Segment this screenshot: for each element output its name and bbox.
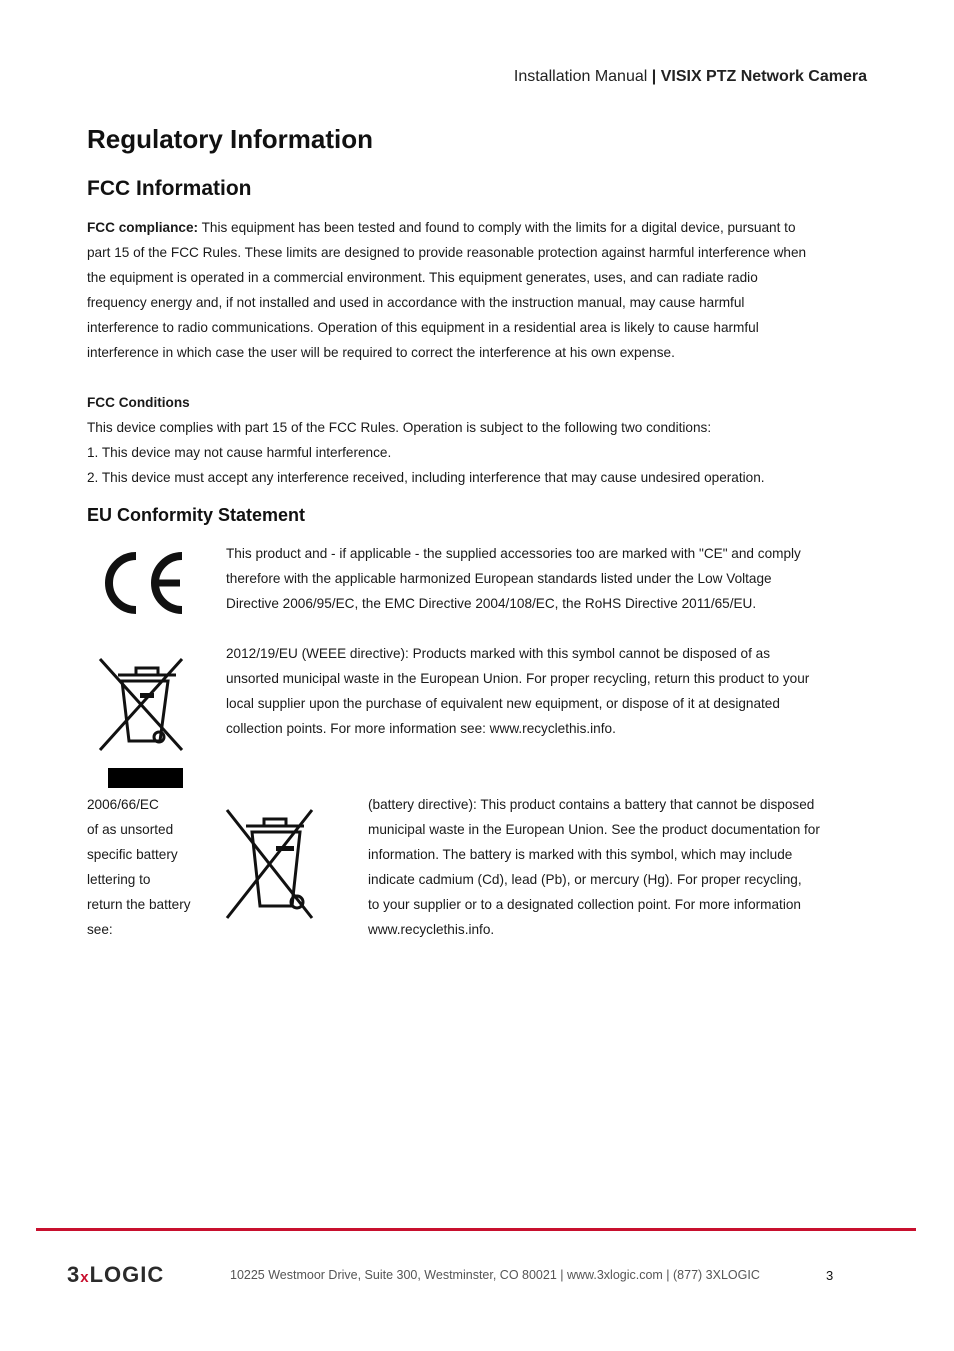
weee-line: unsorted municipal waste in the European Union. For proper recycling, return this product to your — [226, 671, 810, 686]
logo-x: x — [80, 1269, 90, 1286]
battery-left-line: see: — [87, 922, 113, 937]
battery-right-line: (battery directive): This product contains a battery that cannot be disposed — [368, 797, 815, 812]
page-title: Regulatory Information — [87, 124, 374, 154]
battery-right-line: to your supplier or to a designated collection point. For more information — [368, 897, 801, 912]
page-number: 3 — [826, 1268, 834, 1283]
battery-left-line: of as unsorted — [87, 822, 174, 837]
fcc-compliance-line: interference to radio communications. Operation of this equipment in a residential area is likely to cause harmful — [87, 320, 759, 335]
ce-line: therefore with the applicable harmonized European standards listed under the Low Voltage — [226, 571, 772, 586]
ce-line: Directive 2006/95/EC, the EMC Directive 2004/108/EC, the RoHS Directive 2011/65/EU. — [226, 596, 757, 611]
company-logo — [67, 1262, 164, 1288]
weee-line: collection points. For more information see: www.recyclethis.info. — [226, 721, 616, 736]
logo-prefix: 3 — [67, 1262, 81, 1287]
ce-mark-icon — [96, 550, 188, 616]
fcc-compliance-paragraph — [87, 215, 877, 365]
ce-statement — [226, 541, 886, 616]
fcc-condition-line: This device complies with part 15 of the FCC Rules. Operation is subject to the following two conditions: — [87, 420, 712, 435]
weee-line: 2012/19/EU (WEEE directive): Products marked with this symbol cannot be disposed of as — [226, 646, 771, 661]
battery-statement-left — [87, 792, 191, 942]
fcc-compliance-label: FCC compliance: — [87, 220, 199, 235]
header-product: VISIX PTZ Network Camera — [660, 68, 867, 85]
fcc-compliance-line: frequency energy and, if not installed and used in accordance with the instruction manual, may cause harmful — [87, 295, 745, 310]
battery-right-line: municipal waste in the European Union. See the product documentation for — [368, 822, 820, 837]
fcc-compliance-line: interference in which case the user will be required to correct the interference at his own expense. — [87, 345, 675, 360]
footer-divider — [36, 1228, 916, 1231]
eu-heading: EU Conformity Statement — [87, 505, 306, 525]
battery-left-line: specific battery — [87, 847, 178, 862]
battery-bin-icon — [224, 806, 316, 921]
fcc-compliance-line: This equipment has been tested and found to comply with the limits for a digital device, pursuant to — [198, 220, 796, 235]
ce-line: This product and - if applicable - the supplied accessories too are marked with "CE" and comply — [226, 546, 801, 561]
fcc-heading: FCC Information — [87, 177, 252, 200]
fcc-compliance-line: the equipment is operated in a commercial environment. This equipment generates, uses, and can radiate radio — [87, 270, 758, 285]
crossed-out-wheelie-bin-icon — [96, 655, 186, 790]
fcc-conditions-heading: FCC Conditions — [87, 395, 190, 410]
fcc-condition-line: 2. This device must accept any interference received, including interference that may cause undesired operation. — [87, 470, 765, 485]
fcc-conditions — [87, 390, 877, 490]
battery-left-line: 2006/66/EC — [87, 797, 159, 812]
fcc-condition-line: 1. This device may not cause harmful interference. — [87, 445, 392, 460]
battery-statement-right — [368, 792, 820, 942]
battery-right-line: information. The battery is marked with this symbol, which may include — [368, 847, 793, 862]
footer-address: 10225 Westmoor Drive, Suite 300, Westminster, CO 80021 | www.3xlogic.com | (877) 3XLOGIC — [230, 1268, 760, 1282]
battery-left-line: lettering to — [87, 872, 151, 887]
battery-right-line: indicate cadmium (Cd), lead (Pb), or mercury (Hg). For proper recycling, — [368, 872, 802, 887]
weee-line: local supplier upon the purchase of equivalent new equipment, or dispose of it at designated — [226, 696, 780, 711]
weee-statement — [226, 641, 886, 741]
battery-left-line: return the battery — [87, 897, 191, 912]
logo-suffix: LOGIC — [89, 1262, 165, 1287]
header-doc-type: Installation Manual — [513, 68, 648, 85]
page-header — [514, 68, 867, 86]
battery-right-line: www.recyclethis.info. — [368, 922, 495, 937]
fcc-compliance-line: part 15 of the FCC Rules. These limits are designed to provide reasonable protection against harmful interference when — [87, 245, 807, 260]
header-separator: | — [651, 68, 657, 85]
